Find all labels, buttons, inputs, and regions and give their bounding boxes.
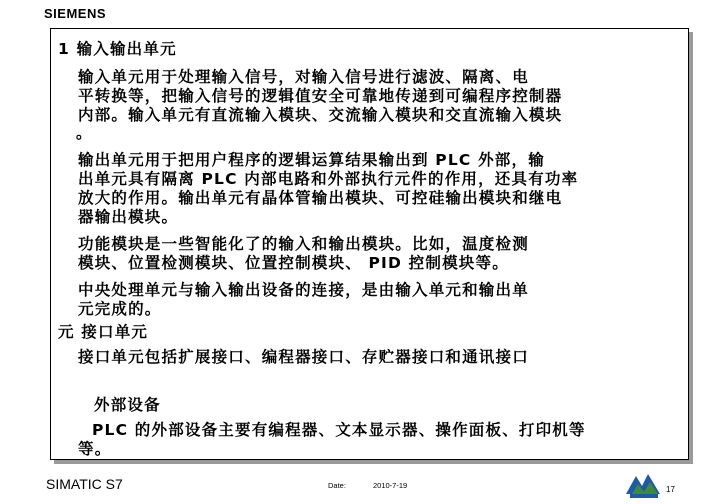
text-line: 。 [76, 124, 93, 142]
footer-date-label: Date: [328, 481, 346, 490]
text-line: 内部。输入单元有直流输入模块、交流输入模块和交直流输入模块 [78, 106, 563, 124]
text-line: 等。 [78, 440, 112, 458]
section-heading-io-unit: 1 输入输出单元 [58, 40, 177, 58]
text-line: 中央处理单元与输入输出设备的连接，是由输入单元和输出单 [78, 281, 529, 299]
siemens-brand: SIEMENS [44, 6, 107, 21]
text-line: 出单元具有隔离 PLC 内部电路和外部执行元件的作用，还具有功率 [78, 170, 579, 188]
footer-product: SIMATIC S7 [46, 476, 123, 492]
page-number: 17 [666, 485, 675, 494]
text-line: 输入单元用于处理输入信号，对输入信号进行滤波、隔离、电 [78, 68, 529, 86]
text-line: 放大的作用。输出单元有晶体管输出模块、可控硅输出模块和继电 [78, 189, 563, 207]
institution-logo-icon [624, 470, 666, 500]
footer-date: 2010-7-19 [373, 481, 408, 490]
text-line: 接口单元包括扩展接口、编程器接口、存贮器接口和通讯接口 [78, 348, 529, 366]
text-line: 输出单元用于把用户程序的逻辑运算结果输出到 PLC 外部，输 [78, 151, 545, 169]
section-heading-interface-unit: 元 接口单元 [58, 323, 149, 341]
text-line: 器输出模块。 [78, 208, 179, 226]
text-line: 平转换等，把输入信号的逻辑值安全可靠地传递到可编程序控制器 [78, 87, 563, 105]
text-line: 模块、位置检测模块、位置控制模块、 PID 控制模块等。 [78, 254, 509, 272]
section-heading-peripherals: 外部设备 [94, 396, 161, 414]
text-line: 元完成的。 [78, 300, 162, 318]
text-line: 功能模块是一些智能化了的输入和输出模块。比如，温度检测 [78, 235, 529, 253]
text-line: PLC 的外部设备主要有编程器、文本显示器、操作面板、打印机等 [92, 421, 586, 439]
